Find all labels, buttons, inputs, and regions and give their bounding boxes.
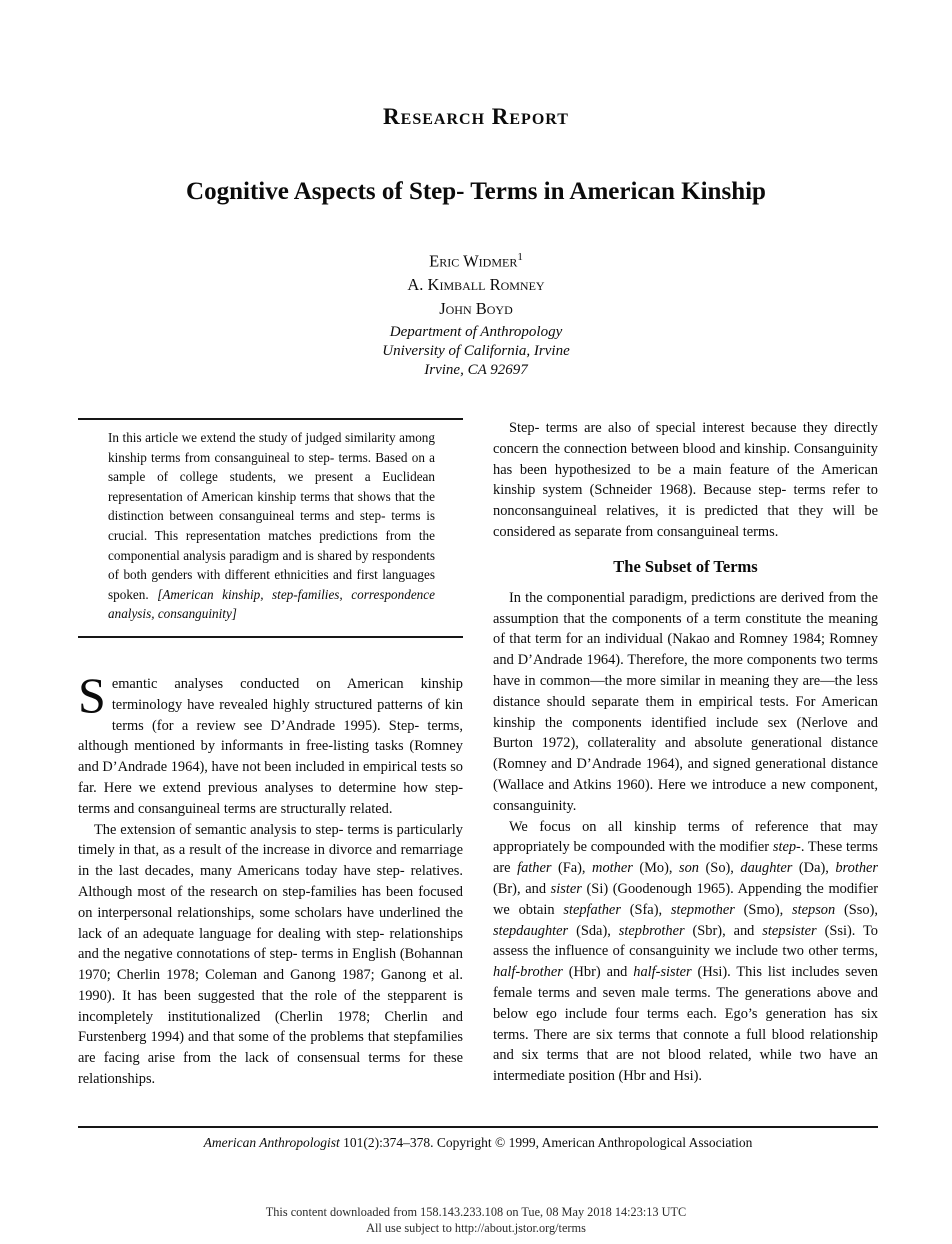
jstor-download-line: This content downloaded from 158.143.233.108 on Tue, 08 May 2018 14:23:13 UTC — [265, 1205, 687, 1219]
abstract-keywords: [American kinship, step-families, correspondence analysis, consanguinity] — [108, 586, 435, 622]
article-body — [78, 418, 878, 1090]
paper-title: Cognitive Aspects of Step- Terms in American Kinship — [186, 178, 766, 205]
right-column — [493, 418, 878, 1090]
affiliation-block — [0, 323, 952, 380]
left-column — [78, 418, 463, 1090]
author-name-text: Eric Widmer — [429, 251, 518, 271]
paragraph-componential-paradigm: In the componential paradigm, predictions are derived from the assumption that the components of a term constitute the meaning of that term for an individual (Nakao and Romney 1984; Romney and D’Andrade 1964). Therefore, the more components two terms have in common—the more similar in meaning they are—the less distance should separate them in empirical tests. For American kinship the components identified include sex (Nerlove and Burton 1972), collaterality and absolute generational distance (Romney and D’Andrade 1964), and signed generational distance (Wallace and Atkins 1960). Here we introduce a new component, consanguinity. — [493, 589, 878, 814]
paragraph-intro — [78, 666, 463, 820]
jstor-notice — [0, 1205, 952, 1236]
author-name-2: A. Kimball Romney — [407, 275, 545, 294]
jstor-terms-line: All use subject to http://about.jstor.org/terms — [366, 1220, 586, 1235]
paragraph-step-timeliness: The extension of semantic analysis to step- terms is particularly timely in that, as a result of the increase in divorce and remarriage in the last decades, many Americans today have step- relatives. Although most of the research on step-families has been focused on interpersonal relationships, some scholars have underlined the lack of an adequate language for dealing with step- relationships and the negative connotations of step- terms in English (Bohannan 1970; Cherlin 1978; Coleman and Ganong 1987; Ganong et al. 1990). It has been suggested that the role of the stepparent is incompletely institutionalized (Cherlin 1978; Cherlin and Furstenberg 1994) and that some of the problems that stepfamilies are facing arise from the lack of consensual terms for these relationships. — [78, 821, 463, 1088]
affiliation-department: Department of Anthropology — [389, 324, 563, 340]
author-footnote-ref: 1 — [517, 251, 523, 263]
drop-cap: S — [78, 666, 106, 723]
report-type-heading: Research Report — [383, 104, 569, 129]
affiliation-university: University of California, Irvine — [382, 343, 570, 359]
author-name-3: John Boyd — [439, 298, 513, 318]
author-name-1 — [0, 246, 952, 273]
affiliation-address: Irvine, CA 92697 — [424, 362, 528, 378]
section-heading-subset-of-terms: The Subset of Terms — [613, 556, 758, 576]
abstract-block — [78, 418, 463, 638]
paragraph-intro-text: emantic analyses conducted on American kinship terminology have revealed highly structured patterns of kin terms (for a review see D’Andrade 1995). Step- terms, although mentioned by informants in free-listing tasks (Romney and D’Andrade 1964), have not been included in empirical tests so far. Here we extend previous analyses to determine how step- terms and consanguineal terms are structurally related. — [78, 675, 463, 817]
paragraph-blood-kinship: Step- terms are also of special interest because they directly concern the connection between blood and kinship. Consanguinity has been hypothesized to be a main feature of the American kinship system (Schneider 1968). Because step- terms refer to nonconsanguineal relatives, it is predicted that they will be considered as separate from consanguineal terms. — [493, 420, 878, 540]
footer-citation: American Anthropologist 101(2):374–378. Copyright © 1999, American Anthropological Association — [78, 1126, 878, 1151]
paragraph-kin-terms-list: We focus on all kinship terms of reference that may appropriately be compounded with the modifier step-. These terms are father (Fa), mother (Mo), son (So), daughter (Da), brother (Br), and sister (Si) (Goodenough 1965). Appending the modifier we obtain stepfather (Sfa), stepmother (Smo), stepson (Sso), stepdaughter (Sda), stepbrother (Sbr), and stepsister (Ssi). To assess the influence of consanguinity we include two other terms, half-brother (Hbr) and half-sister (Hsi). This list includes seven female terms and seven male terms. The generations above and below ego include four terms each. Ego’s generation has six terms. There are six terms that connote a full blood relationship and six terms that are not blood related, while two have an intermediate position (Hbr and Hsi). — [493, 818, 879, 1085]
author-block — [0, 246, 952, 380]
abstract-text: In this article we extend the study of judged similarity among kinship terms from consanguineal to step- terms. Based on a sample of college students, we present a Euclidean representation of American kinship terms that shows that the distinction between consanguineal terms and step- terms is crucial. This representation matches predictions from the componential analysis paradigm and is shared by respondents of both genders with different ethnicities and first languages spoken. — [108, 430, 435, 602]
